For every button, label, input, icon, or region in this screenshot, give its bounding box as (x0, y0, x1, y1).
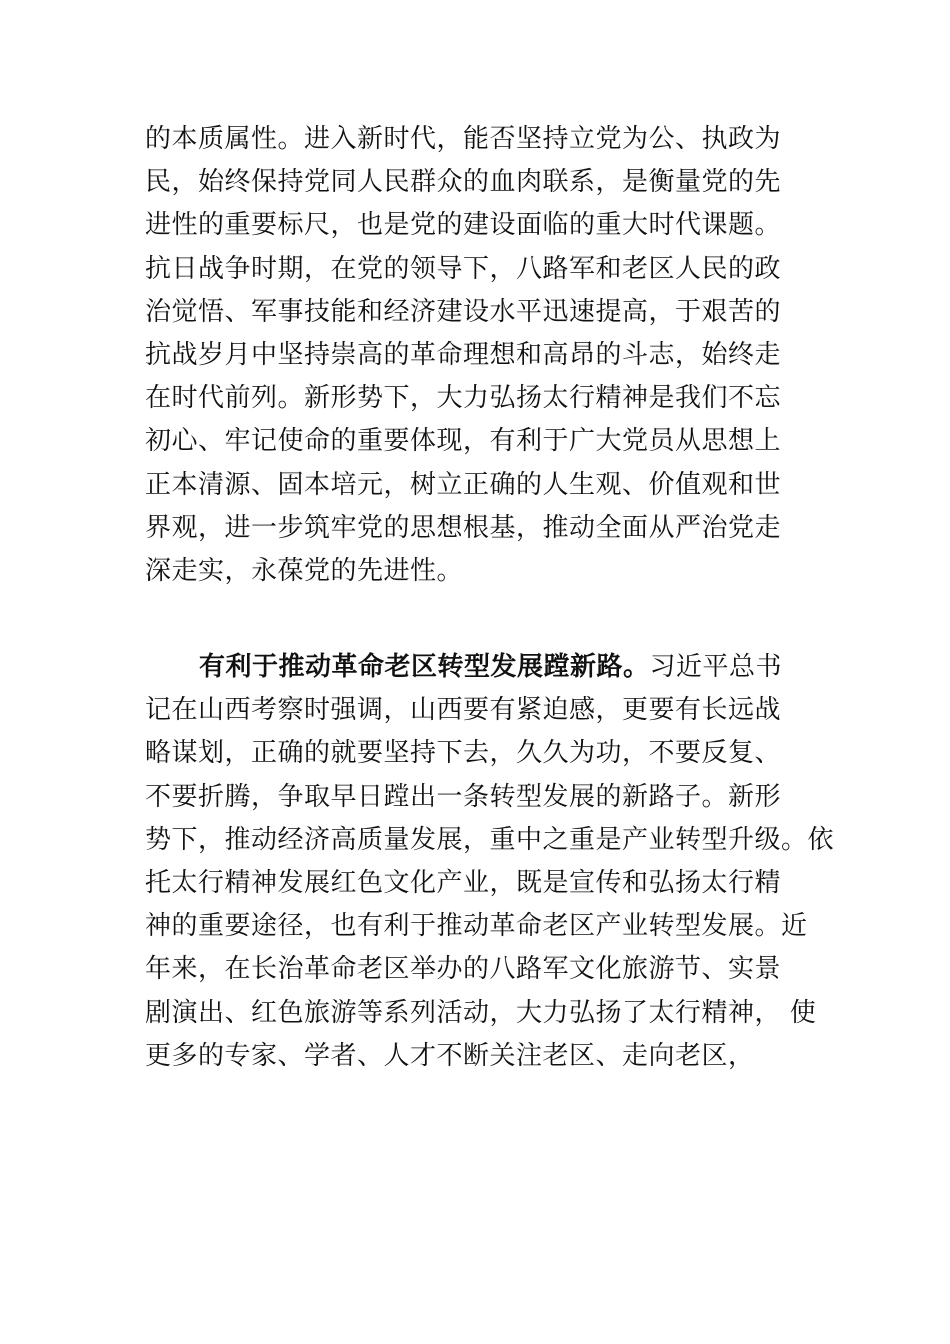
paragraph-line: 神的重要途径，也有利于推动革命老区产业转型发展。近 (145, 911, 808, 942)
paragraph-revolutionary-base-transformation (145, 646, 835, 1078)
paragraph-line: 年来，在长治革命老区举办的八路军文化旅游节、实景 (145, 954, 782, 985)
paragraph-line: 势下，推动经济高质量发展，重中之重是产业转型升级。依 (145, 824, 835, 855)
paragraph-line: 深走实，永葆党的先进性。 (145, 555, 464, 586)
paragraph-line: 略谋划，正确的就要坚持下去，久久为功，不要反复、 (145, 738, 782, 769)
paragraph-line: 托太行精神发展红色文化产业，既是宣传和弘扬太行精 (145, 867, 782, 898)
paragraph-party-advanced-nature (145, 118, 835, 593)
paragraph-line: 更多的专家、学者、人才不断关注老区、走向老区， (145, 1040, 755, 1071)
paragraph-line: 进性的重要标尺，也是党的建设面临的重大时代课题。 (145, 210, 782, 241)
paragraph-line: 初心、牢记使命的重要体现，有利于广大党员从思想上 (145, 426, 782, 457)
paragraph-line: 民，始终保持党同人民群众的血肉联系，是衡量党的先 (145, 167, 782, 198)
paragraph-line: 不要折腾，争取早日蹚出一条转型发展的新路子。新形 (145, 781, 782, 812)
paragraph-line: 的本质属性。进入新时代，能否坚持立党为公、执政为 (145, 124, 782, 154)
paragraph-line: 正本清源、固本培元，树立正确的人生观、价值观和世 (145, 469, 782, 500)
paragraph-line: 抗日战争时期，在党的领导下，八路军和老区人民的政 (145, 253, 782, 284)
paragraph-line: 治觉悟、军事技能和经济建设水平迅速提高，于艰苦的 (145, 296, 782, 327)
paragraph-first-line (145, 646, 835, 689)
paragraph-lead-sentence: 有利于推动革命老区转型发展蹚新路。 (199, 652, 650, 682)
paragraph-line: 剧演出、红色旅游等系列活动，大力弘扬了太行精神， 使 (145, 997, 817, 1028)
paragraph-line: 抗战岁月中坚持崇高的革命理想和高昂的斗志，始终走 (145, 339, 782, 370)
paragraph-first-line-rest: 习近平总书 (649, 652, 783, 682)
paragraph-line: 界观，进一步筑牢党的思想根基，推动全面从严治党走 (145, 512, 782, 543)
paragraph-line: 记在山西考察时强调，山西要有紧迫感，更要有长远战 (145, 695, 782, 726)
paragraph-line: 在时代前列。新形势下，大力弘扬太行精神是我们不忘 (145, 383, 782, 414)
